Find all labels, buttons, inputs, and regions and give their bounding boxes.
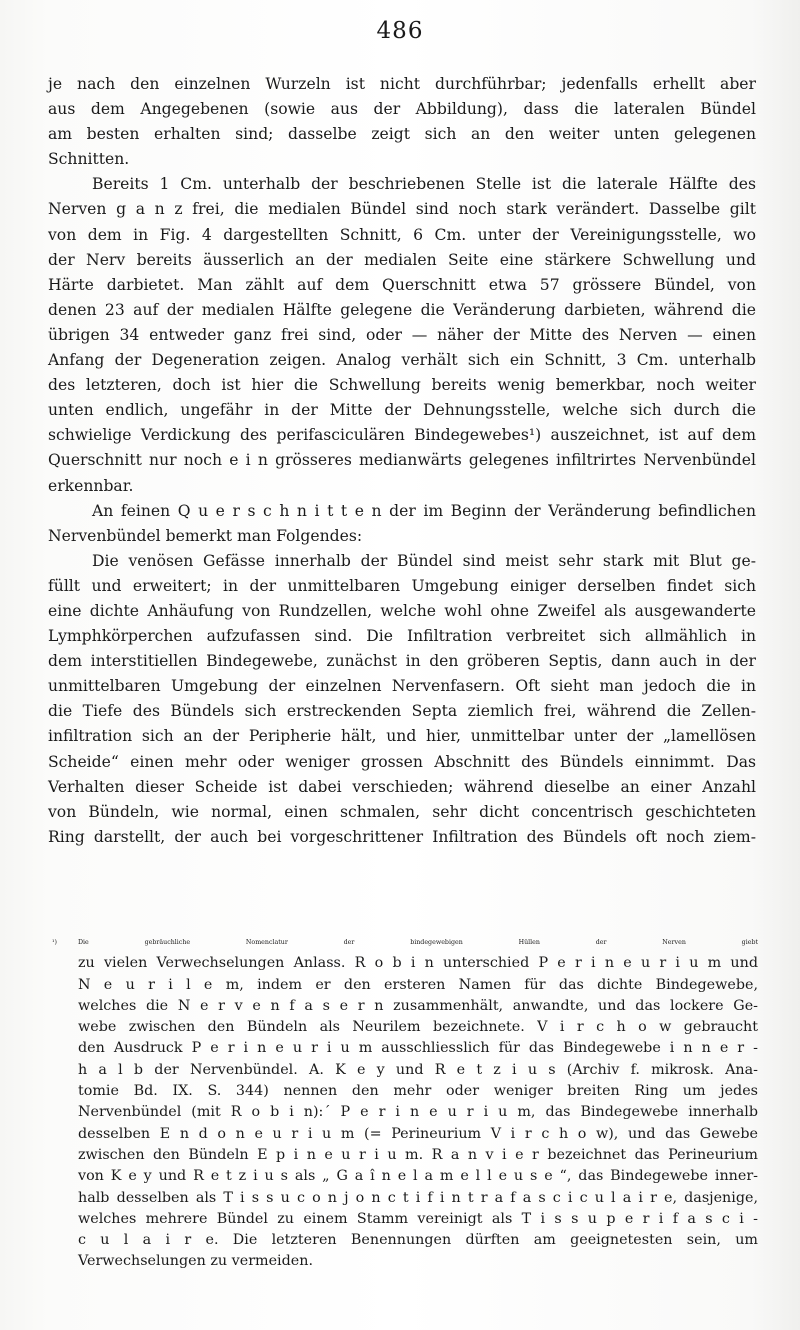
main-text bbox=[48, 72, 756, 850]
text-line: Verhalten dieser Scheide ist dabei verschieden; während dieselbe an einer Anzahl bbox=[48, 777, 756, 796]
text-line: Nervenbündel bemerkt man Folgendes: bbox=[48, 526, 363, 545]
footnote-line: zwischen den Bündeln E p i n e u r i u m. R a n v i e r bezeichnet das Perineurium bbox=[78, 1146, 758, 1163]
text-line: dem interstitiellen Bindegewebe, zunächst in den gröberen Septis, dann auch in der bbox=[48, 652, 756, 671]
footnote-line: desselben E n d o n e u r i u m (= Perineurium V i r c h o w), und das Gewebe bbox=[78, 1125, 758, 1142]
text-line: die Tiefe des Bündels sich erstreckenden Septa ziemlich frei, während die Zellen- bbox=[48, 702, 756, 721]
footnote-line bbox=[52, 932, 758, 953]
text-line: von dem in Fig. 4 dargestellten Schnitt, 6 Cm. unter der Vereinigungsstelle, wo bbox=[48, 225, 756, 244]
footnote-line: welches mehrere Bündel zu einem Stamm vereinigt als T i s s u p e r i f a s c i - bbox=[78, 1210, 758, 1227]
text-line: Querschnitt nur noch e i n grösseres medianwärts gelegenes infiltrirtes Nervenbündel bbox=[48, 451, 756, 470]
text-line: erkennbar. bbox=[48, 476, 134, 495]
footnote-line: webe zwischen den Bündeln als Neurilem bezeichnete. V i r c h o w gebraucht bbox=[78, 1019, 758, 1036]
footnote bbox=[52, 932, 758, 1273]
text-line: Die venösen Gefässe innerhalb der Bündel sind meist sehr stark mit Blut ge- bbox=[92, 551, 756, 570]
text-line: unten endlich, ungefähr in der Mitte der Dehnungsstelle, welche sich durch die bbox=[48, 401, 756, 420]
footnote-marker: ¹) bbox=[52, 939, 57, 946]
text-line: Nerven g a n z frei, die medialen Bündel sind noch stark verändert. Dasselbe gilt bbox=[48, 200, 756, 219]
text-line: unmittelbaren Umgebung der einzelnen Nervenfasern. Oft sieht man jedoch die in bbox=[48, 677, 756, 696]
text-line: Schnitten. bbox=[48, 150, 130, 169]
footnote-line: Verwechselungen zu vermeiden. bbox=[78, 1253, 313, 1270]
text-line: aus dem Angegebenen (sowie aus der Abbildung), dass die lateralen Bündel bbox=[48, 100, 756, 119]
text-line: Härte darbietet. Man zählt auf dem Querschnitt etwa 57 grössere Bündel, von bbox=[48, 275, 756, 294]
text-line: von Bündeln, wie normal, einen schmalen, sehr dicht concentrisch geschichteten bbox=[48, 802, 756, 821]
text-line: Scheide“ einen mehr oder weniger grossen Abschnitt des Bündels einnimmt. Das bbox=[48, 752, 756, 771]
text-line: Anfang der Degeneration zeigen. Analog verhält sich ein Schnitt, 3 Cm. unterhalb bbox=[48, 351, 756, 370]
footnote-line: h a l b der Nervenbündel. A. K e y und R e t z i u s (Archiv f. mikrosk. Ana- bbox=[78, 1061, 758, 1078]
footnote-line: welches die N e r v e n f a s e r n zusammenhält, anwandte, und das lockere Ge- bbox=[78, 997, 758, 1014]
text-line: denen 23 auf der medialen Hälfte gelegene die Veränderung darbieten, während die bbox=[48, 300, 756, 319]
text-line: Lymphkörperchen aufzufassen sind. Die Infiltration verbreitet sich allmählich in bbox=[48, 627, 756, 646]
text-line: der Nerv bereits äusserlich an der medialen Seite eine stärkere Schwellung und bbox=[48, 250, 756, 269]
footnote-line: c u l a i r e. Die letzteren Benennungen dürften am geeignetesten sein, um bbox=[78, 1232, 758, 1249]
text-line: je nach den einzelnen Wurzeln ist nicht durchführbar; jedenfalls erhellt aber bbox=[48, 75, 756, 93]
footnote-line: zu vielen Verwechselungen Anlass. R o b i n unterschied P e r i n e u r i u m und bbox=[78, 955, 758, 972]
footnote-line: von K e y und R e t z i u s als „ G a î n e l a m e l l e u s e “, das Bindegewebe inner- bbox=[78, 1168, 758, 1185]
footnote-line: N e u r i l e m, indem er den ersteren Namen für das dichte Bindegewebe, bbox=[78, 976, 758, 993]
footnote-line: tomie Bd. IX. S. 344) nennen den mehr oder weniger breiten Ring um jedes bbox=[78, 1083, 758, 1100]
footnote-line-text: Die gebräuchliche Nomenclatur der bindegewebigen Hüllen der Nerven giebt bbox=[78, 939, 758, 946]
text-line: An feinen Q u e r s c h n i t t e n der im Beginn der Veränderung befindlichen bbox=[92, 501, 756, 520]
text-line: füllt und erweitert; in der unmittelbaren Umgebung einiger derselben findet sich bbox=[48, 576, 756, 595]
text-line: infiltration sich an der Peripherie hält, und hier, unmittelbar unter der „lamellösen bbox=[48, 727, 756, 746]
text-line: übrigen 34 entweder ganz frei sind, oder — näher der Mitte des Nerven — einen bbox=[48, 325, 756, 344]
text-line: des letzteren, doch ist hier die Schwellung bereits wenig bemerkbar, noch weiter bbox=[48, 376, 756, 395]
text-line: am besten erhalten sind; dasselbe zeigt sich an den weiter unten gelegenen bbox=[48, 125, 756, 144]
text-line: Bereits 1 Cm. unterhalb der beschriebenen Stelle ist die laterale Hälfte des bbox=[92, 175, 756, 194]
footnote-line: Nervenbündel (mit R o b i n):´ P e r i n e u r i u m, das Bindegewebe innerhalb bbox=[78, 1104, 758, 1121]
text-line: eine dichte Anhäufung von Rundzellen, welche wohl ohne Zweifel als ausgewanderte bbox=[48, 601, 756, 620]
text-line: schwielige Verdickung des perifasciculären Bindegewebes¹) auszeichnet, ist auf dem bbox=[48, 426, 756, 445]
page-number: 486 bbox=[376, 18, 424, 44]
text-line: Ring darstellt, der auch bei vorgeschrittener Infiltration des Bündels oft noch ziem- bbox=[48, 827, 756, 846]
footnote-line: den Ausdruck P e r i n e u r i u m ausschliesslich für das Bindegewebe i n n e r - bbox=[78, 1040, 758, 1057]
footnote-line: halb desselben als T i s s u c o n j o n c t i f i n t r a f a s c i c u l a i r e, dasjenige, bbox=[78, 1189, 758, 1206]
